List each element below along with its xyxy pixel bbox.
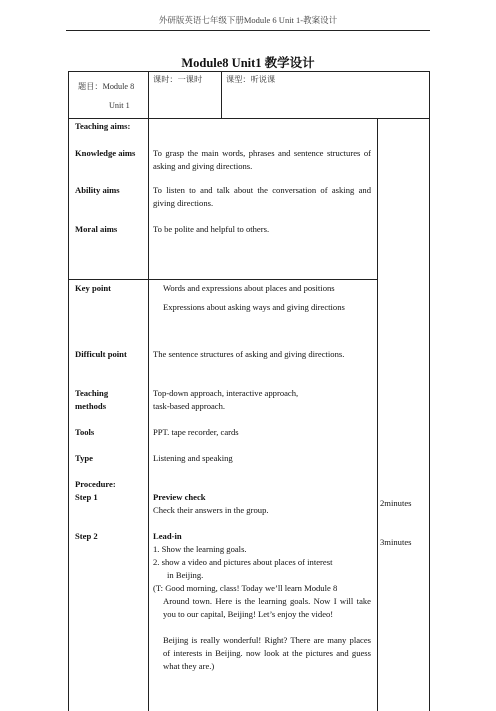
page-header: 外研版英语七年级下册Module 6 Unit 1-教案设计 (158, 15, 338, 25)
column-divider-time (377, 118, 378, 711)
type-text: Listening and speaking (153, 453, 233, 463)
step2-label: Step 2 (75, 531, 98, 541)
step2-time: 3minutes (380, 537, 412, 547)
header-rule (66, 30, 430, 31)
period-label: 课时：一课时 (153, 75, 203, 84)
moral-aims-label: Moral aims (75, 224, 118, 234)
teaching-methods-line2: task-based approach. (153, 401, 226, 411)
step1-time: 2minutes (380, 498, 412, 508)
ability-aims-label: Ability aims (75, 185, 120, 195)
difficult-point-text: The sentence structures of asking and giving directions. (153, 349, 345, 359)
teacher-talk-line1: (T: Good morning, class! Today we’ll learn Module 8 (153, 583, 338, 593)
column-divider-label (148, 71, 149, 711)
key-point-line2: Expressions about asking ways and giving directions (163, 302, 345, 312)
key-point-label: Key point (75, 283, 112, 293)
row-divider-top (68, 118, 430, 119)
knowledge-aims-label: Knowledge aims (75, 148, 136, 158)
step2-title: Lead-in (153, 531, 182, 541)
teaching-methods-label-line2: methods (75, 401, 107, 411)
document-title: Module8 Unit1 教学设计 (181, 56, 315, 70)
teacher-talk-paragraph2: Beijing is really wonderful! Right? There are many places of interests in Beijing. now look at the pictures and guess what they are.) (163, 635, 371, 671)
procedure-heading: Procedure: (75, 479, 116, 489)
teaching-methods-line1: Top-down approach, interactive approach, (153, 388, 299, 398)
lesson-type-label: 课型：听说课 (226, 75, 276, 84)
topic-line2: Unit 1 (109, 101, 130, 110)
step1-text: Check their answers in the group. (153, 505, 269, 515)
step2-item-1: 1. Show the learning goals. (153, 544, 247, 554)
difficult-point-label: Difficult point (75, 349, 127, 359)
table-top-border (68, 71, 430, 72)
step2-item-2-line2: in Beijing. (167, 570, 204, 580)
step1-label: Step 1 (75, 492, 98, 502)
moral-aims-text: To be polite and helpful to others. (153, 224, 270, 234)
tools-text: PPT. tape recorder, cards (153, 427, 239, 437)
ability-aims-text: To listen to and talk about the conversation of asking and giving directions. (153, 185, 371, 208)
knowledge-aims-text: To grasp the main words, phrases and sentence structures of asking and giving directions. (153, 148, 371, 171)
row-divider-aims (68, 279, 378, 280)
step1-title: Preview check (153, 492, 206, 502)
topic-line1: 题目：Module 8 (78, 82, 135, 91)
tools-label: Tools (75, 427, 95, 437)
teacher-talk-continued: Around town. Here is the learning goals. Now I will take you to our capital, Beijing! Let’s enjoy the video! (163, 596, 371, 619)
table-right-border (429, 71, 430, 711)
table-left-border (68, 71, 69, 711)
teaching-methods-label-line1: Teaching (75, 388, 109, 398)
column-divider-period (221, 71, 222, 118)
key-point-line1: Words and expressions about places and positions (163, 283, 335, 293)
step2-item-2-line1: 2. show a video and pictures about places of interest (153, 557, 333, 567)
teaching-aims-heading: Teaching aims: (75, 121, 131, 131)
type-label: Type (75, 453, 93, 463)
